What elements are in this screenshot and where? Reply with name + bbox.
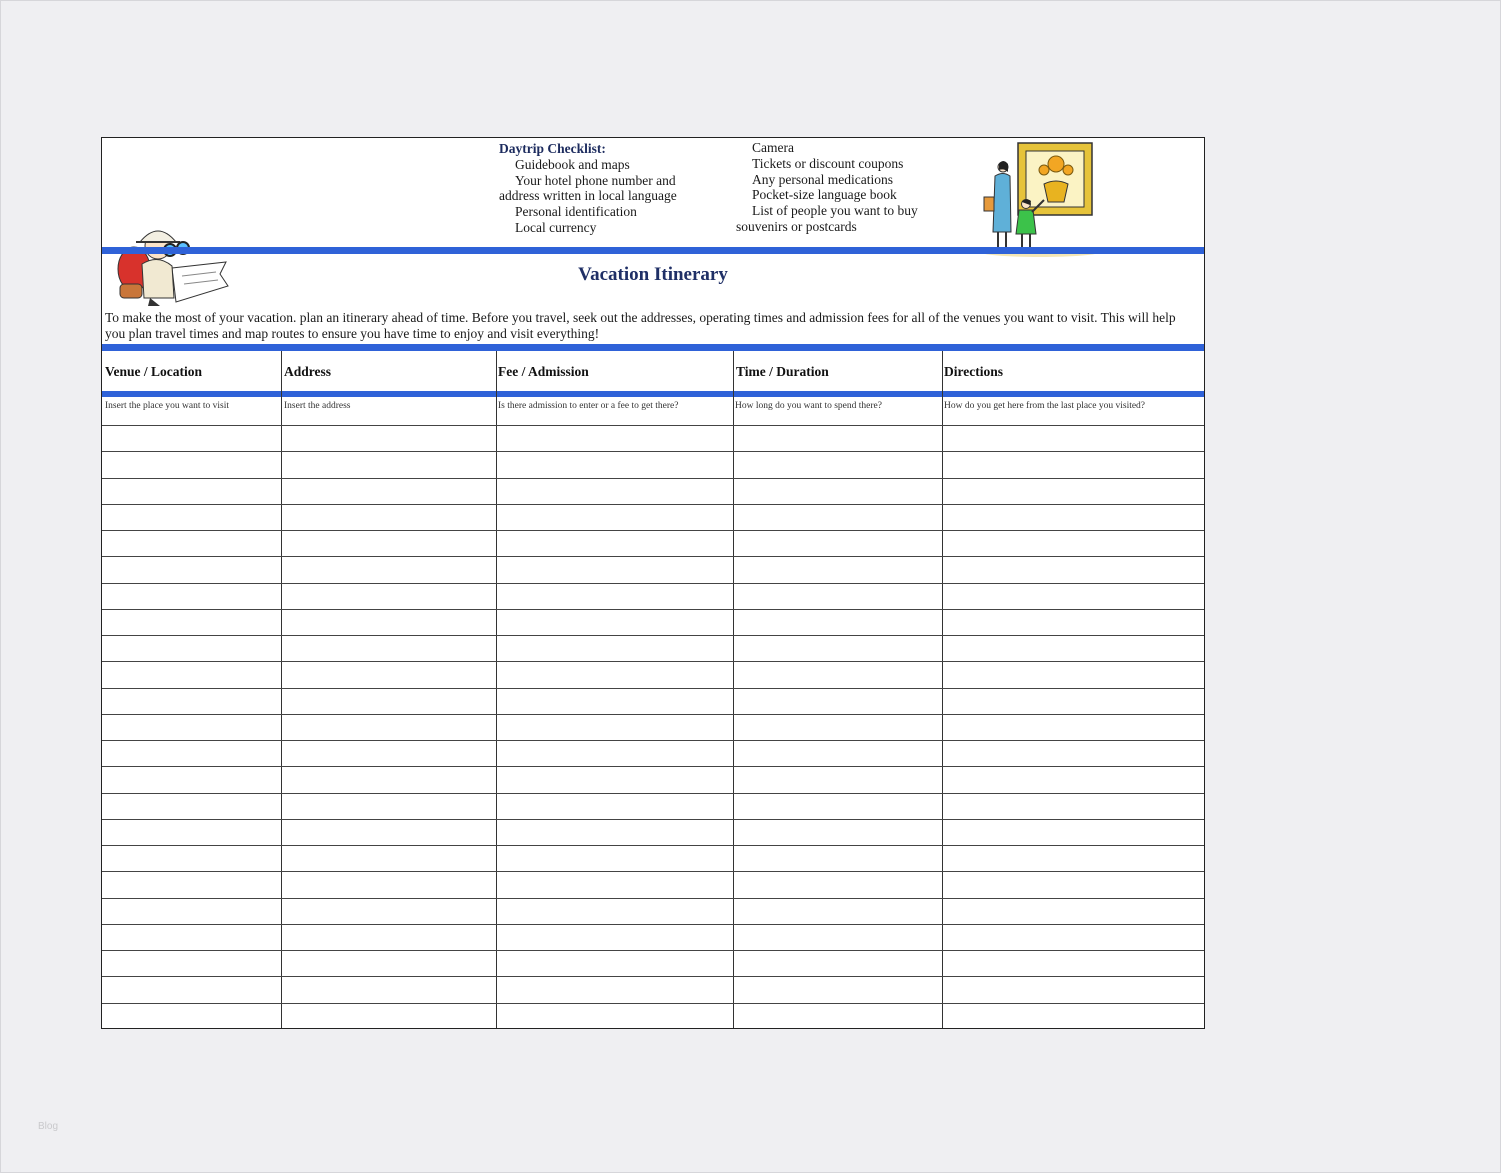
intro-text: To make the most of your vacation. plan an itinerary ahead of time. Before you travel, seek out the addresses, operating times and admission fees for all of the venues you want to visit. This will help you plan travel times and map routes to ensure you have time to enjoy and visit everything! [105, 310, 1176, 341]
checklist-item: Personal identification [515, 204, 637, 220]
column-divider [281, 351, 282, 1028]
hint-fee: Is there admission to enter or a fee to get there? [498, 401, 679, 411]
table-header-bottom-bar [102, 391, 1204, 397]
table-row-line [102, 583, 1204, 584]
column-header-address: Address [284, 364, 332, 379]
column-header-directions: Directions [944, 364, 1003, 379]
table-row-line [102, 871, 1204, 872]
table-row-line [102, 556, 1204, 557]
itinerary-sheet [101, 137, 1205, 1029]
table-row-line [102, 950, 1204, 951]
table-row-line [102, 845, 1204, 846]
table-row-line [102, 898, 1204, 899]
table-row-line [102, 740, 1204, 741]
column-header-fee: Fee / Admission [498, 364, 589, 379]
checklist-item: Your hotel phone number and [515, 172, 676, 188]
table-row-line [102, 661, 1204, 662]
checklist-item: Tickets or discount coupons [752, 155, 904, 171]
hint-address: Insert the address [284, 401, 351, 411]
checklist-item: List of people you want to buy [752, 203, 918, 219]
table-row-line [102, 609, 1204, 610]
table-row-line [102, 478, 1204, 479]
table-row-line [102, 530, 1204, 531]
table-row-line [102, 1003, 1204, 1004]
checklist-right [736, 140, 918, 235]
checklist-item: Pocket-size language book [752, 187, 897, 203]
table-row-line [102, 793, 1204, 794]
column-header-time: Time / Duration [736, 364, 829, 379]
column-divider [942, 351, 943, 1028]
checklist-item: Guidebook and maps [515, 156, 630, 172]
checklist-item: souvenirs or postcards [736, 218, 857, 234]
header-divider-bar [102, 247, 1204, 254]
checklist-left [499, 141, 677, 236]
table-top-bar [102, 344, 1204, 351]
checklist-item: address written in local language [499, 188, 677, 204]
museum-visitors-clipart-icon [970, 140, 1100, 258]
watermark: Blog [38, 1121, 59, 1132]
column-divider [496, 351, 497, 1028]
table-row-line [102, 819, 1204, 820]
checklist-item: Any personal medications [752, 171, 893, 187]
table-row-line [102, 425, 1204, 426]
hint-venue: Insert the place you want to visit [105, 401, 229, 411]
table-row-line [102, 976, 1204, 977]
hint-time: How long do you want to spend there? [735, 401, 882, 411]
table-row-line [102, 714, 1204, 715]
table-row-line [102, 504, 1204, 505]
checklist-item: Camera [752, 140, 794, 155]
checklist-title: Daytrip Checklist: [499, 141, 606, 156]
page-title: Vacation Itinerary [578, 264, 728, 285]
checklist-item: Local currency [515, 219, 597, 235]
column-header-venue: Venue / Location [105, 364, 203, 379]
table-row-line [102, 451, 1204, 452]
table-row-line [102, 688, 1204, 689]
table-row-line [102, 766, 1204, 767]
column-divider [733, 351, 734, 1028]
table-row-line [102, 924, 1204, 925]
table-row-line [102, 635, 1204, 636]
hint-directions: How do you get here from the last place you visited? [944, 401, 1146, 411]
